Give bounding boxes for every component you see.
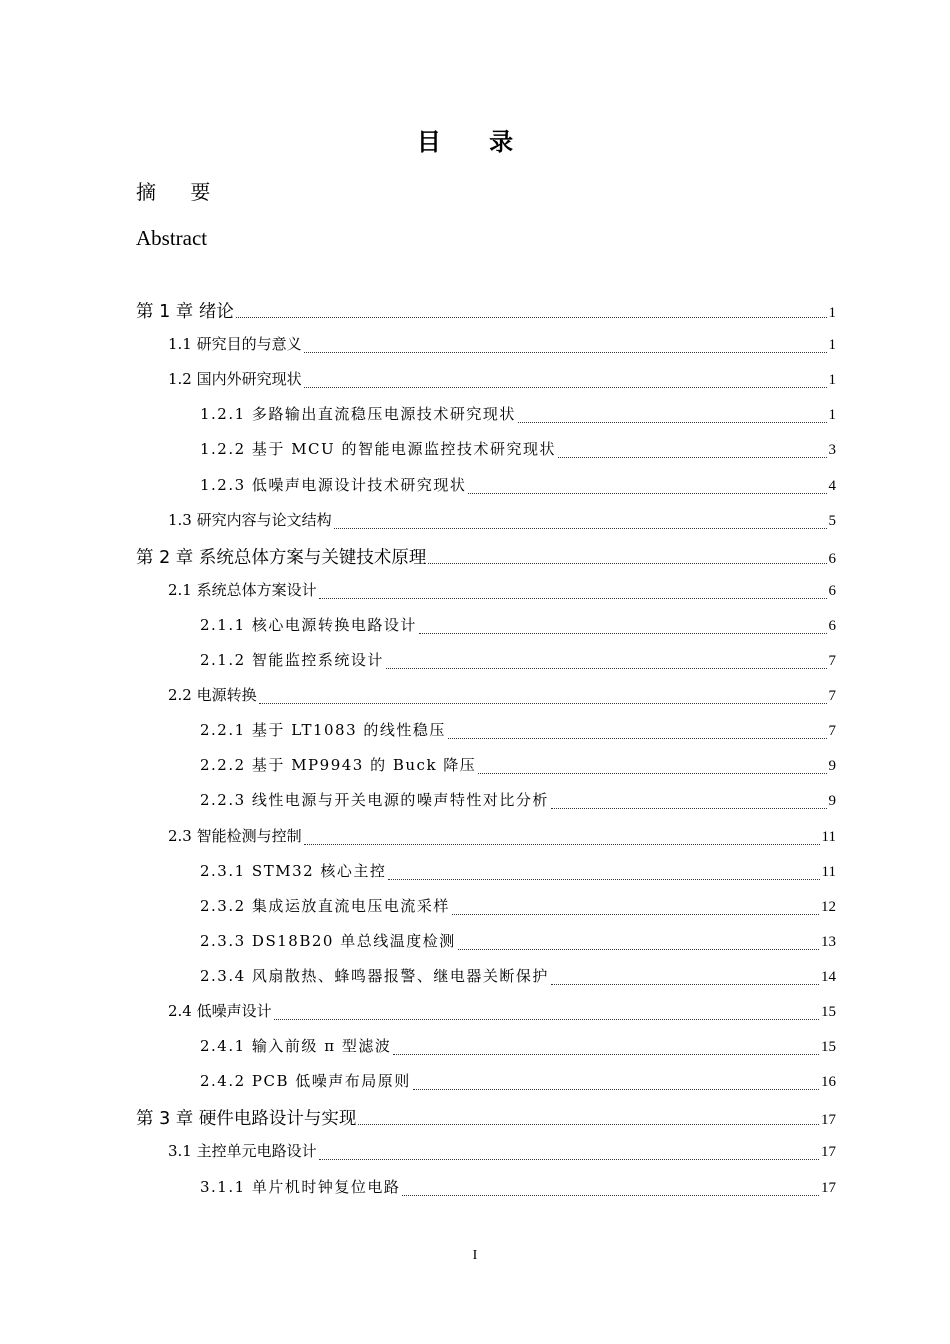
toc-leader-dots [551,983,819,985]
toc-entry[interactable] [168,579,836,605]
toc-entry[interactable] [200,1070,836,1096]
toc-leader-dots [402,1194,819,1196]
toc-entry[interactable] [168,684,836,710]
toc-leader-dots [393,1053,819,1055]
toc-leader-dots [236,316,827,318]
toc-entry-page: 1 [828,407,836,424]
toc-leader-dots [274,1018,819,1020]
toc-leader-dots [304,386,827,388]
toc-entry-page: 16 [821,1074,836,1091]
toc-entry-page: 12 [821,898,836,915]
toc-leader-dots [358,1123,819,1125]
toc-entry[interactable] [200,895,836,921]
toc-entry-label: 1.2 国内外研究现状 [168,370,302,389]
toc-entry-page: 5 [828,512,836,529]
toc-entry-label: 1.1 研究目的与意义 [168,335,302,354]
toc-leader-dots [558,456,827,458]
toc-entry[interactable] [200,930,836,956]
toc-entry-label: 2.1 系统总体方案设计 [168,580,317,599]
toc-entry-label: 2.3.2 集成运放直流电压电流采样 [200,896,450,915]
toc-entry[interactable] [200,860,836,886]
toc-leader-dots [259,702,827,704]
toc-entry[interactable] [200,1035,836,1061]
toc-entry-label: 2.4 低噪声设计 [168,1002,272,1020]
toc-leader-dots [334,527,827,529]
toc-entry-label: 1.2.3 低噪声电源设计技术研究现状 [200,475,467,494]
toc-entry-page: 1 [828,337,836,354]
toc-entry-page: 15 [821,1004,836,1020]
toc-entry[interactable] [168,368,836,394]
toc-entry-label: 2.2.2 基于 MP9943 的 Buck 降压 [200,756,477,775]
toc-leader-dots [386,667,827,669]
toc-entry[interactable] [136,544,836,570]
toc-entry-page: 9 [828,758,836,775]
abstract-en-heading: Abstract [136,226,208,250]
toc-entry[interactable] [200,965,836,991]
toc-leader-dots [468,492,826,494]
toc-entry-label: 第 2 章 系统总体方案与关键技术原理 [136,547,427,568]
toc-entry-label: 1.2.1 多路输出直流稳压电源技术研究现状 [200,405,516,424]
toc-leader-dots [518,421,827,423]
toc-entry[interactable] [200,789,836,815]
toc-leader-dots [304,351,827,353]
toc-entry-page: 17 [821,1144,836,1161]
toc-leader-dots [419,632,827,634]
toc-entry-label: 2.3.1 STM32 核心主控 [200,861,387,880]
toc-entry-label: 2.4.1 输入前级 π 型滤波 [200,1037,392,1056]
toc-entry-label: 2.2 电源转换 [168,686,257,705]
toc-entry-label: 1.2.2 基于 MCU 的智能电源监控技术研究现状 [200,440,556,459]
toc-entry-page: 17 [821,1179,836,1196]
toc-entry-label: 2.3.3 DS18B20 单总线温度检测 [200,931,456,950]
toc-entry[interactable] [168,1140,836,1166]
toc-entry-page: 6 [828,550,836,567]
toc-leader-dots [458,948,819,950]
toc-leader-dots [319,597,827,599]
toc-entry-page: 6 [828,582,836,599]
toc-entry[interactable] [168,509,836,535]
toc-leader-dots [413,1088,819,1090]
toc-entry-page: 15 [821,1039,836,1056]
toc-leader-dots [428,562,826,564]
toc-entry-page: 7 [828,688,836,705]
toc-entry-label: 2.3 智能检测与控制 [168,826,302,845]
toc-entry-page: 3 [828,442,836,459]
toc-entry-page: 11 [821,863,836,880]
toc-entry-page: 6 [828,617,836,634]
toc-entry-label: 2.4.2 PCB 低噪声布局原则 [200,1072,411,1091]
toc-leader-dots [448,737,827,739]
page-number: I [472,1248,478,1263]
toc-entry-label: 3.1 主控单元电路设计 [168,1142,317,1161]
toc-entry[interactable] [168,825,836,851]
toc-entry[interactable] [200,719,836,745]
toc-leader-dots [319,1158,819,1160]
toc-entry-label: 第 3 章 硬件电路设计与实现 [136,1109,357,1130]
toc-entry[interactable] [136,298,836,324]
toc-entry-page: 11 [821,828,836,845]
toc-entry-page: 13 [821,933,836,950]
toc-entry[interactable] [200,403,836,429]
toc-entry[interactable] [200,1176,836,1202]
page-title: 目 录 [416,128,534,156]
toc-entry-label: 2.3.4 风扇散热、蜂鸣器报警、继电器关断保护 [200,966,549,985]
toc-entry[interactable] [136,1105,836,1131]
toc-entry-label: 2.1.1 核心电源转换电路设计 [200,615,417,634]
toc-entry-page: 1 [828,305,836,321]
toc-entry[interactable] [200,614,836,640]
toc-leader-dots [388,878,819,880]
toc-entry-page: 4 [828,477,836,494]
toc-entry[interactable] [168,1000,836,1026]
toc-entry[interactable] [200,754,836,780]
toc-entry-page: 7 [828,653,836,669]
toc-entry[interactable] [200,438,836,464]
toc-entry-label: 1.3 研究内容与论文结构 [168,510,332,529]
abstract-zh-heading: 摘 要 [136,180,225,204]
toc-entry-page: 1 [828,372,836,389]
toc-entry-label: 2.2.1 基于 LT1083 的线性稳压 [200,721,446,740]
toc-entry-label: 2.1.2 智能监控系统设计 [200,651,384,669]
toc-leader-dots [478,772,826,774]
toc-entry-page: 9 [828,793,836,810]
toc-entry-page: 14 [821,968,836,985]
toc-leader-dots [304,843,820,845]
toc-entry-page: 7 [828,723,836,740]
toc-leader-dots [551,807,827,809]
toc-entry-label: 2.2.3 线性电源与开关电源的噪声特性对比分析 [200,791,549,810]
toc-leader-dots [452,913,819,915]
toc-entry[interactable] [200,649,836,675]
toc-entry-label: 3.1.1 单片机时钟复位电路 [200,1177,401,1196]
toc-entry[interactable] [168,333,836,359]
toc-entry-page: 17 [821,1112,836,1129]
toc-entry-label: 第 1 章 绪论 [136,302,234,322]
toc-entry[interactable] [200,474,836,500]
